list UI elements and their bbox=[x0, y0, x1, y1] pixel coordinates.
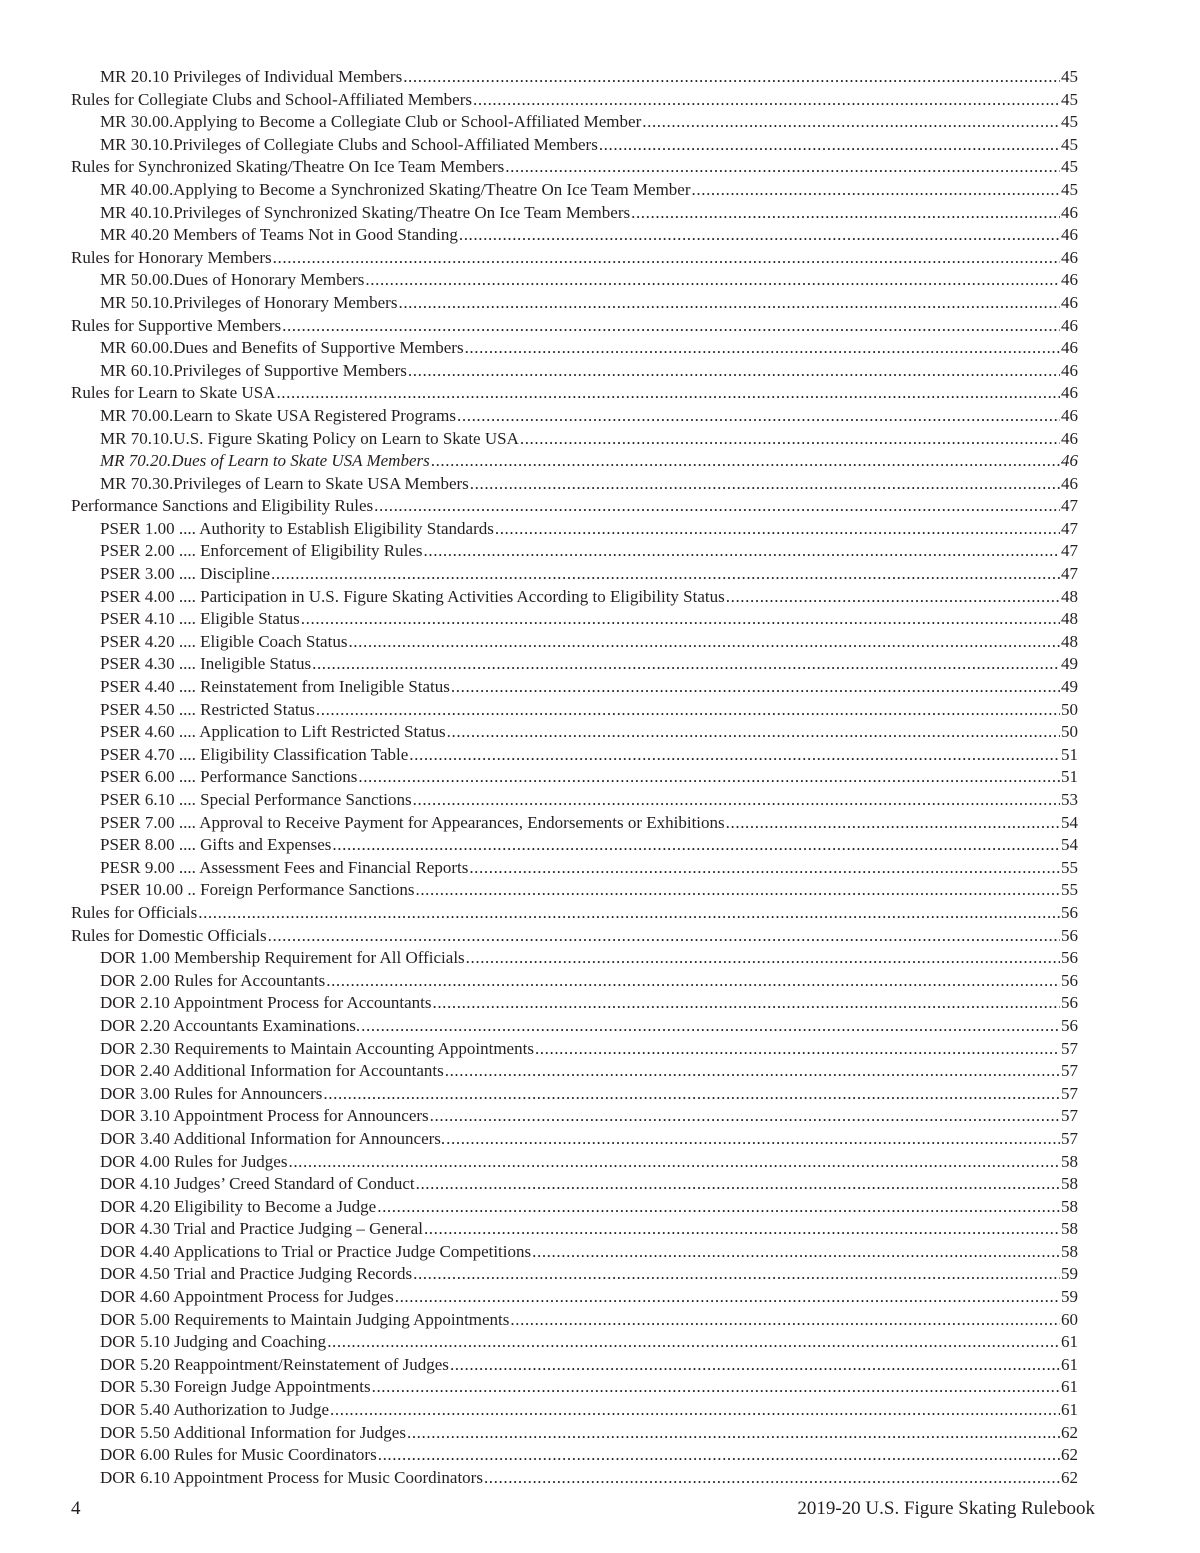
toc-entry-title: DOR 6.00 Rules for Music Coordinators bbox=[100, 1445, 377, 1465]
toc-entry-title: PSER 8.00 .... Gifts and Expenses bbox=[100, 835, 332, 855]
toc-entry-title: Rules for Supportive Members bbox=[71, 315, 282, 335]
toc-entry bbox=[71, 970, 1078, 993]
toc-entry-title: Rules for Learn to Skate USA bbox=[71, 383, 276, 403]
toc-entry-page: 49 bbox=[1061, 654, 1078, 674]
toc-entry-title: DOR 3.40 Additional Information for Announcers. bbox=[100, 1128, 446, 1148]
toc-entry bbox=[71, 1376, 1078, 1399]
toc-dot-leader bbox=[495, 518, 1060, 541]
toc-entry-page: 57 bbox=[1061, 1106, 1078, 1126]
toc-entry bbox=[71, 902, 1078, 925]
toc-entry-page: 50 bbox=[1061, 699, 1078, 719]
toc-dot-leader bbox=[323, 1083, 1060, 1106]
toc-entry-page: 49 bbox=[1061, 677, 1078, 697]
toc-entry-title: MR 70.20.Dues of Learn to Skate USA Members bbox=[100, 451, 430, 471]
toc-entry-page: 48 bbox=[1061, 586, 1078, 606]
table-of-contents bbox=[71, 66, 1078, 1489]
toc-entry bbox=[71, 1105, 1078, 1128]
toc-entry bbox=[71, 1286, 1078, 1309]
toc-entry-title: Rules for Officials bbox=[71, 902, 198, 922]
toc-entry bbox=[71, 292, 1078, 315]
toc-entry bbox=[71, 812, 1078, 835]
toc-dot-leader bbox=[430, 1105, 1060, 1128]
toc-entry-title: DOR 3.00 Rules for Announcers bbox=[100, 1083, 323, 1103]
toc-dot-leader bbox=[395, 1286, 1060, 1309]
toc-dot-leader bbox=[288, 1151, 1060, 1174]
toc-entry-title: PSER 4.00 .... Participation in U.S. Figure Skating Activities According to Eligibility Status bbox=[100, 586, 725, 606]
toc-dot-leader bbox=[532, 1241, 1060, 1264]
toc-entry-title: PSER 4.70 .... Eligibility Classification Table bbox=[100, 744, 409, 764]
toc-entry bbox=[71, 1128, 1078, 1151]
toc-entry-title: DOR 4.50 Trial and Practice Judging Records bbox=[100, 1264, 413, 1284]
toc-entry bbox=[71, 1422, 1078, 1445]
toc-entry-title: Rules for Honorary Members bbox=[71, 247, 272, 267]
toc-entry-page: 56 bbox=[1061, 970, 1078, 990]
toc-entry-page: 62 bbox=[1061, 1467, 1078, 1487]
toc-dot-leader bbox=[326, 970, 1060, 993]
toc-entry-page: 61 bbox=[1061, 1377, 1078, 1397]
toc-dot-leader bbox=[198, 902, 1060, 925]
toc-dot-leader bbox=[268, 925, 1060, 948]
toc-entry-page: 58 bbox=[1061, 1174, 1078, 1194]
toc-entry-page: 46 bbox=[1061, 451, 1078, 471]
toc-entry-page: 56 bbox=[1061, 1015, 1078, 1035]
toc-entry bbox=[71, 518, 1078, 541]
toc-entry-title: DOR 5.30 Foreign Judge Appointments bbox=[100, 1377, 371, 1397]
toc-dot-leader bbox=[484, 1467, 1060, 1490]
toc-entry-title: MR 20.10 Privileges of Individual Members bbox=[100, 67, 403, 86]
toc-entry-title: MR 30.00.Applying to Become a Collegiate Club or School-Affiliated Member bbox=[100, 112, 642, 132]
toc-entry-page: 45 bbox=[1061, 67, 1078, 86]
toc-entry-page: 46 bbox=[1061, 383, 1078, 403]
toc-dot-leader bbox=[642, 111, 1060, 134]
toc-entry-page: 60 bbox=[1061, 1309, 1078, 1329]
toc-dot-leader bbox=[415, 879, 1060, 902]
toc-entry-title: PSER 4.60 .... Application to Lift Restricted Status bbox=[100, 722, 446, 742]
toc-entry-page: 46 bbox=[1061, 292, 1078, 312]
toc-entry bbox=[71, 586, 1078, 609]
toc-entry-page: 58 bbox=[1061, 1151, 1078, 1171]
toc-entry-page: 47 bbox=[1061, 496, 1078, 516]
toc-dot-leader bbox=[361, 1015, 1060, 1038]
footer-book-title: 2019-20 U.S. Figure Skating Rulebook bbox=[797, 1498, 1095, 1519]
toc-dot-leader bbox=[631, 202, 1060, 225]
toc-entry-title: PSER 3.00 .... Discipline bbox=[100, 564, 271, 584]
toc-dot-leader bbox=[469, 857, 1060, 880]
toc-entry bbox=[71, 834, 1078, 857]
toc-entry bbox=[71, 360, 1078, 383]
toc-entry-page: 46 bbox=[1061, 225, 1078, 245]
toc-entry-title: PSER 7.00 .... Approval to Receive Payment for Appearances, Endorsements or Exhibitions bbox=[100, 812, 725, 832]
toc-entry-page: 51 bbox=[1061, 744, 1078, 764]
toc-entry bbox=[71, 1309, 1078, 1332]
toc-dot-leader bbox=[408, 360, 1060, 383]
toc-entry-page: 47 bbox=[1061, 541, 1078, 561]
toc-entry-page: 46 bbox=[1061, 270, 1078, 290]
toc-entry-title: MR 70.30.Privileges of Learn to Skate USA Members bbox=[100, 473, 469, 493]
toc-entry-title: MR 60.00.Dues and Benefits of Supportive Members bbox=[100, 338, 464, 358]
toc-entry-title: DOR 5.20 Reappointment/Reinstatement of Judges bbox=[100, 1354, 449, 1374]
toc-entry-title: MR 60.10.Privileges of Supportive Members bbox=[100, 360, 407, 380]
toc-entry-title: DOR 4.40 Applications to Trial or Practice Judge Competitions bbox=[100, 1241, 532, 1261]
toc-entry-title: MR 70.00.Learn to Skate USA Registered Programs bbox=[100, 405, 457, 425]
toc-entry-title: MR 40.00.Applying to Become a Synchronized Skating/Theatre On Ice Team Member bbox=[100, 179, 691, 199]
toc-entry-page: 45 bbox=[1061, 179, 1078, 199]
toc-entry-title: DOR 5.40 Authorization to Judge bbox=[100, 1400, 330, 1420]
toc-dot-leader bbox=[327, 1331, 1060, 1354]
toc-entry bbox=[71, 676, 1078, 699]
toc-entry bbox=[71, 495, 1078, 518]
toc-entry-page: 48 bbox=[1061, 609, 1078, 629]
toc-entry-page: 59 bbox=[1061, 1264, 1078, 1284]
toc-dot-leader bbox=[403, 66, 1060, 89]
toc-dot-leader bbox=[424, 540, 1060, 563]
toc-dot-leader bbox=[445, 1060, 1060, 1083]
toc-entry-page: 56 bbox=[1061, 948, 1078, 968]
toc-entry bbox=[71, 1467, 1078, 1490]
toc-entry bbox=[71, 1173, 1078, 1196]
toc-entry-title: PSER 10.00 .. Foreign Performance Sanctions bbox=[100, 880, 415, 900]
toc-dot-leader bbox=[398, 292, 1060, 315]
toc-entry bbox=[71, 1038, 1078, 1061]
toc-entry-title: PSER 1.00 .... Authority to Establish Eligibility Standards bbox=[100, 518, 494, 538]
toc-entry-title: Rules for Collegiate Clubs and School-Affiliated Members bbox=[71, 89, 473, 109]
toc-entry bbox=[71, 202, 1078, 225]
toc-entry-title: DOR 4.00 Rules for Judges bbox=[100, 1151, 288, 1171]
toc-entry-title: PSER 4.50 .... Restricted Status bbox=[100, 699, 315, 719]
toc-dot-leader bbox=[692, 179, 1060, 202]
toc-entry-page: 58 bbox=[1061, 1241, 1078, 1261]
toc-dot-leader bbox=[330, 1399, 1060, 1422]
toc-entry-page: 45 bbox=[1061, 157, 1078, 177]
toc-dot-leader bbox=[520, 428, 1060, 451]
toc-dot-leader bbox=[276, 382, 1060, 405]
toc-dot-leader bbox=[332, 834, 1060, 857]
toc-entry-page: 46 bbox=[1061, 202, 1078, 222]
toc-entry-title: DOR 3.10 Appointment Process for Announcers bbox=[100, 1106, 429, 1126]
toc-entry bbox=[71, 1331, 1078, 1354]
toc-entry bbox=[71, 879, 1078, 902]
toc-entry-title: PSER 6.00 .... Performance Sanctions bbox=[100, 767, 358, 787]
toc-entry-title: PSER 4.40 .... Reinstatement from Ineligible Status bbox=[100, 677, 450, 697]
toc-dot-leader bbox=[377, 1196, 1060, 1219]
toc-entry-page: 53 bbox=[1061, 790, 1078, 809]
toc-dot-leader bbox=[372, 1376, 1060, 1399]
toc-dot-leader bbox=[510, 1309, 1060, 1332]
toc-entry bbox=[71, 224, 1078, 247]
toc-entry-page: 57 bbox=[1061, 1083, 1078, 1103]
toc-entry-page: 46 bbox=[1061, 360, 1078, 380]
toc-entry bbox=[71, 156, 1078, 179]
toc-entry-page: 46 bbox=[1061, 405, 1078, 425]
toc-dot-leader bbox=[378, 1444, 1060, 1467]
toc-entry bbox=[71, 992, 1078, 1015]
toc-dot-leader bbox=[374, 495, 1060, 518]
toc-entry bbox=[71, 1444, 1078, 1467]
toc-dot-leader bbox=[473, 89, 1060, 112]
toc-entry-title: DOR 4.60 Appointment Process for Judges bbox=[100, 1287, 394, 1307]
toc-entry-title: MR 40.10.Privileges of Synchronized Skating/Theatre On Ice Team Members bbox=[100, 202, 631, 222]
toc-entry-title: MR 50.10.Privileges of Honorary Members bbox=[100, 292, 398, 312]
toc-entry-page: 62 bbox=[1061, 1422, 1078, 1442]
toc-entry-title: DOR 2.30 Requirements to Maintain Accounting Appointments bbox=[100, 1038, 534, 1058]
toc-entry-title: DOR 2.20 Accountants Examinations. bbox=[100, 1015, 361, 1035]
toc-dot-leader bbox=[535, 1038, 1060, 1061]
toc-entry-title: PSER 4.20 .... Eligible Coach Status bbox=[100, 631, 348, 651]
toc-entry bbox=[71, 857, 1078, 880]
toc-entry bbox=[71, 89, 1078, 112]
toc-entry bbox=[71, 1399, 1078, 1422]
toc-entry-page: 54 bbox=[1061, 835, 1078, 855]
toc-entry-page: 45 bbox=[1061, 89, 1078, 109]
toc-dot-leader bbox=[450, 1354, 1060, 1377]
toc-entry-page: 48 bbox=[1061, 631, 1078, 651]
toc-dot-leader bbox=[432, 992, 1060, 1015]
toc-dot-leader bbox=[416, 1173, 1060, 1196]
toc-entry-page: 47 bbox=[1061, 518, 1078, 538]
toc-entry-title: MR 40.20 Members of Teams Not in Good Standing bbox=[100, 225, 458, 245]
toc-entry-page: 45 bbox=[1061, 134, 1078, 154]
toc-entry-title: DOR 5.00 Requirements to Maintain Judging Appointments bbox=[100, 1309, 510, 1329]
toc-dot-leader bbox=[459, 224, 1060, 247]
toc-entry-title: PSER 6.10 .... Special Performance Sanctions bbox=[100, 790, 412, 809]
toc-entry bbox=[71, 699, 1078, 722]
toc-entry-title: DOR 1.00 Membership Requirement for All Officials bbox=[100, 948, 465, 968]
toc-entry-page: 46 bbox=[1061, 247, 1078, 267]
toc-entry bbox=[71, 405, 1078, 428]
toc-entry-title: PESR 9.00 .... Assessment Fees and Financial Reports bbox=[100, 857, 469, 877]
toc-dot-leader bbox=[273, 247, 1060, 270]
toc-entry-title: MR 50.00.Dues of Honorary Members bbox=[100, 270, 365, 290]
toc-entry-page: 57 bbox=[1061, 1128, 1078, 1148]
toc-entry-page: 47 bbox=[1061, 564, 1078, 584]
toc-entry-page: 54 bbox=[1061, 812, 1078, 832]
toc-entry-page: 61 bbox=[1061, 1400, 1078, 1420]
toc-entry-page: 46 bbox=[1061, 428, 1078, 448]
toc-dot-leader bbox=[451, 676, 1060, 699]
toc-entry bbox=[71, 766, 1078, 789]
toc-entry-page: 61 bbox=[1061, 1332, 1078, 1352]
toc-entry bbox=[71, 631, 1078, 654]
toc-entry-page: 58 bbox=[1061, 1196, 1078, 1216]
toc-entry-page: 56 bbox=[1061, 925, 1078, 945]
toc-entry bbox=[71, 653, 1078, 676]
toc-entry bbox=[71, 540, 1078, 563]
toc-entry bbox=[71, 1015, 1078, 1038]
toc-dot-leader bbox=[358, 766, 1060, 789]
toc-entry bbox=[71, 721, 1078, 744]
toc-dot-leader bbox=[413, 789, 1060, 812]
toc-entry bbox=[71, 1241, 1078, 1264]
toc-entry-title: DOR 5.10 Judging and Coaching bbox=[100, 1332, 327, 1352]
toc-entry bbox=[71, 315, 1078, 338]
toc-entry bbox=[71, 1354, 1078, 1377]
toc-entry bbox=[71, 473, 1078, 496]
toc-entry bbox=[71, 66, 1078, 89]
toc-entry-page: 46 bbox=[1061, 473, 1078, 493]
toc-entry-title: DOR 2.40 Additional Information for Accountants bbox=[100, 1061, 444, 1081]
toc-entry-title: Rules for Synchronized Skating/Theatre On Ice Team Members bbox=[71, 157, 505, 177]
toc-dot-leader bbox=[446, 1128, 1060, 1151]
toc-entry bbox=[71, 563, 1078, 586]
toc-entry bbox=[71, 428, 1078, 451]
toc-entry bbox=[71, 134, 1078, 157]
toc-entry-page: 56 bbox=[1061, 902, 1078, 922]
toc-dot-leader bbox=[409, 744, 1060, 767]
toc-entry bbox=[71, 1218, 1078, 1241]
toc-entry bbox=[71, 382, 1078, 405]
footer-page-number: 4 bbox=[71, 1498, 81, 1519]
toc-dot-leader bbox=[457, 405, 1060, 428]
toc-dot-leader bbox=[301, 608, 1060, 631]
toc-entry bbox=[71, 337, 1078, 360]
toc-entry bbox=[71, 1083, 1078, 1106]
toc-dot-leader bbox=[424, 1218, 1060, 1241]
toc-entry bbox=[71, 789, 1078, 812]
toc-entry-page: 51 bbox=[1061, 767, 1078, 787]
toc-dot-leader bbox=[431, 450, 1060, 473]
toc-entry-page: 45 bbox=[1061, 112, 1078, 132]
toc-entry-title: Rules for Domestic Officials bbox=[71, 925, 267, 945]
toc-entry bbox=[71, 1263, 1078, 1286]
toc-dot-leader bbox=[365, 269, 1060, 292]
toc-dot-leader bbox=[447, 721, 1060, 744]
toc-dot-leader bbox=[316, 699, 1060, 722]
toc-entry-page: 50 bbox=[1061, 722, 1078, 742]
toc-entry-page: 46 bbox=[1061, 315, 1078, 335]
toc-entry-page: 57 bbox=[1061, 1038, 1078, 1058]
toc-entry-page: 56 bbox=[1061, 993, 1078, 1013]
toc-dot-leader bbox=[505, 156, 1060, 179]
toc-dot-leader bbox=[271, 563, 1060, 586]
toc-entry bbox=[71, 1060, 1078, 1083]
toc-entry-title: DOR 4.20 Eligibility to Become a Judge bbox=[100, 1196, 377, 1216]
toc-entry bbox=[71, 179, 1078, 202]
toc-entry-title: DOR 5.50 Additional Information for Judges bbox=[100, 1422, 406, 1442]
toc-dot-leader bbox=[348, 631, 1060, 654]
toc-entry-page: 62 bbox=[1061, 1445, 1078, 1465]
toc-entry bbox=[71, 1196, 1078, 1219]
toc-entry-title: DOR 4.30 Trial and Practice Judging – General bbox=[100, 1219, 423, 1239]
toc-dot-leader bbox=[470, 473, 1060, 496]
toc-entry-title: DOR 2.00 Rules for Accountants bbox=[100, 970, 326, 990]
page-footer bbox=[71, 1498, 1095, 1520]
toc-entry bbox=[71, 947, 1078, 970]
toc-entry-title: PSER 2.00 .... Enforcement of Eligibility Rules bbox=[100, 541, 423, 561]
toc-dot-leader bbox=[407, 1422, 1060, 1445]
toc-entry-page: 55 bbox=[1061, 857, 1078, 877]
toc-entry-title: DOR 6.10 Appointment Process for Music Coordinators bbox=[100, 1467, 483, 1487]
toc-entry bbox=[71, 744, 1078, 767]
toc-entry-page: 59 bbox=[1061, 1287, 1078, 1307]
toc-entry-title: Performance Sanctions and Eligibility Rules bbox=[71, 496, 374, 516]
toc-dot-leader bbox=[726, 586, 1060, 609]
toc-entry bbox=[71, 1151, 1078, 1174]
toc-entry-title: PSER 4.10 .... Eligible Status bbox=[100, 609, 300, 629]
toc-entry-title: PSER 4.30 .... Ineligible Status bbox=[100, 654, 312, 674]
toc-dot-leader bbox=[413, 1263, 1060, 1286]
toc-entry bbox=[71, 450, 1078, 473]
toc-dot-leader bbox=[466, 947, 1060, 970]
toc-entry bbox=[71, 247, 1078, 270]
toc-entry-title: DOR 4.10 Judges’ Creed Standard of Conduct bbox=[100, 1174, 415, 1194]
toc-entry-title: MR 30.10.Privileges of Collegiate Clubs and School-Affiliated Members bbox=[100, 134, 598, 154]
toc-entry bbox=[71, 925, 1078, 948]
toc-entry-page: 57 bbox=[1061, 1061, 1078, 1081]
toc-entry bbox=[71, 269, 1078, 292]
toc-entry-page: 55 bbox=[1061, 880, 1078, 900]
toc-dot-leader bbox=[282, 315, 1060, 338]
toc-entry bbox=[71, 111, 1078, 134]
toc-entry-page: 61 bbox=[1061, 1354, 1078, 1374]
toc-entry-page: 46 bbox=[1061, 338, 1078, 358]
toc-entry-title: DOR 2.10 Appointment Process for Accountants bbox=[100, 993, 432, 1013]
toc-dot-leader bbox=[726, 812, 1060, 835]
toc-dot-leader bbox=[599, 134, 1060, 157]
toc-entry bbox=[71, 608, 1078, 631]
toc-entry-page: 58 bbox=[1061, 1219, 1078, 1239]
toc-entry-title: MR 70.10.U.S. Figure Skating Policy on Learn to Skate USA bbox=[100, 428, 519, 448]
toc-dot-leader bbox=[465, 337, 1060, 360]
toc-dot-leader bbox=[312, 653, 1060, 676]
